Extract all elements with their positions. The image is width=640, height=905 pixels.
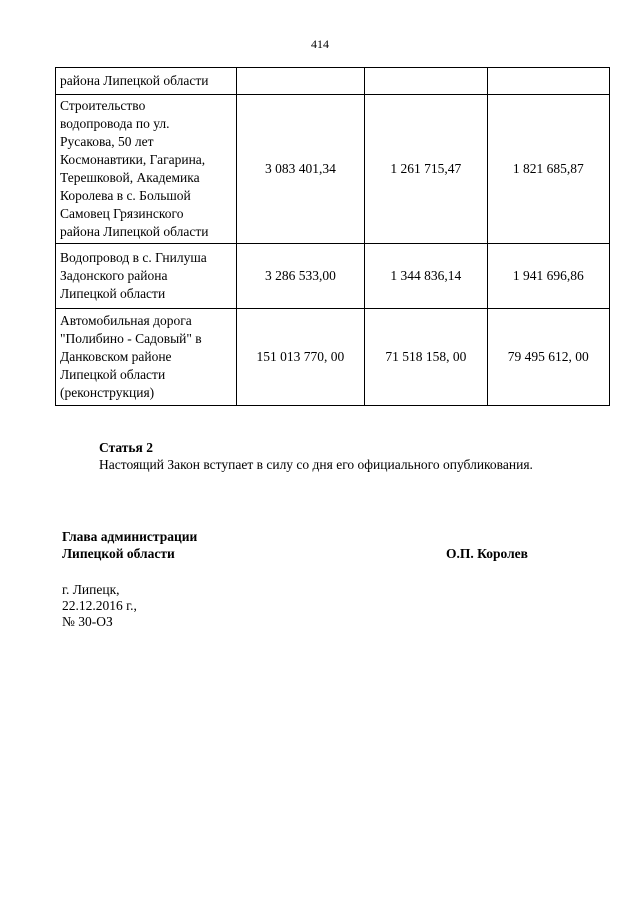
- signatory-title-line-2: Липецкой области: [62, 546, 175, 561]
- federal-funds-cell: 1 261 715,47: [365, 95, 487, 244]
- regional-funds-cell: 79 495 612, 00: [487, 309, 609, 406]
- object-name-cell: района Липецкой области: [56, 68, 237, 95]
- federal-funds-cell: [365, 68, 487, 95]
- federal-funds-cell: 1 344 836,14: [365, 244, 487, 309]
- object-name-cell: Строительство водопровода по ул. Русакова, 50 лет Космонавтики, Гагарина, Терешковой, Академика Королева в с. Большой Самовец Грязинского района Липецкой области: [56, 95, 237, 244]
- regional-funds-cell: 1 821 685,87: [487, 95, 609, 244]
- place-of-signing: г. Липецк,: [62, 582, 120, 597]
- article-title: Статья 2: [99, 440, 153, 455]
- date-of-signing: 22.12.2016 г.,: [62, 598, 137, 613]
- law-number: № 30-ОЗ: [62, 614, 113, 629]
- signatory-title-line-1: Глава администрации: [62, 529, 198, 544]
- total-cost-cell: [236, 68, 364, 95]
- total-cost-cell: 151 013 770, 00: [236, 309, 364, 406]
- regional-funds-cell: 1 941 696,86: [487, 244, 609, 309]
- object-name-cell: Водопровод в с. Гнилуша Задонского района Липецкой области: [56, 244, 237, 309]
- regional-funds-cell: [487, 68, 609, 95]
- table-row: [56, 95, 610, 244]
- table-row: [56, 68, 610, 95]
- federal-funds-cell: 71 518 158, 00: [365, 309, 487, 406]
- table-row: [56, 309, 610, 406]
- total-cost-cell: 3 286 533,00: [236, 244, 364, 309]
- article-text: Настоящий Закон вступает в силу со дня его официального опубликования.: [99, 457, 533, 472]
- budget-table: [55, 67, 610, 406]
- table-row: [56, 244, 610, 309]
- signatory-name: О.П. Королев: [446, 546, 528, 561]
- total-cost-cell: 3 083 401,34: [236, 95, 364, 244]
- page-number: 414: [311, 37, 329, 51]
- object-name-cell: Автомобильная дорога "Полибино - Садовый" в Данковском районе Липецкой области (реконструкция): [56, 309, 237, 406]
